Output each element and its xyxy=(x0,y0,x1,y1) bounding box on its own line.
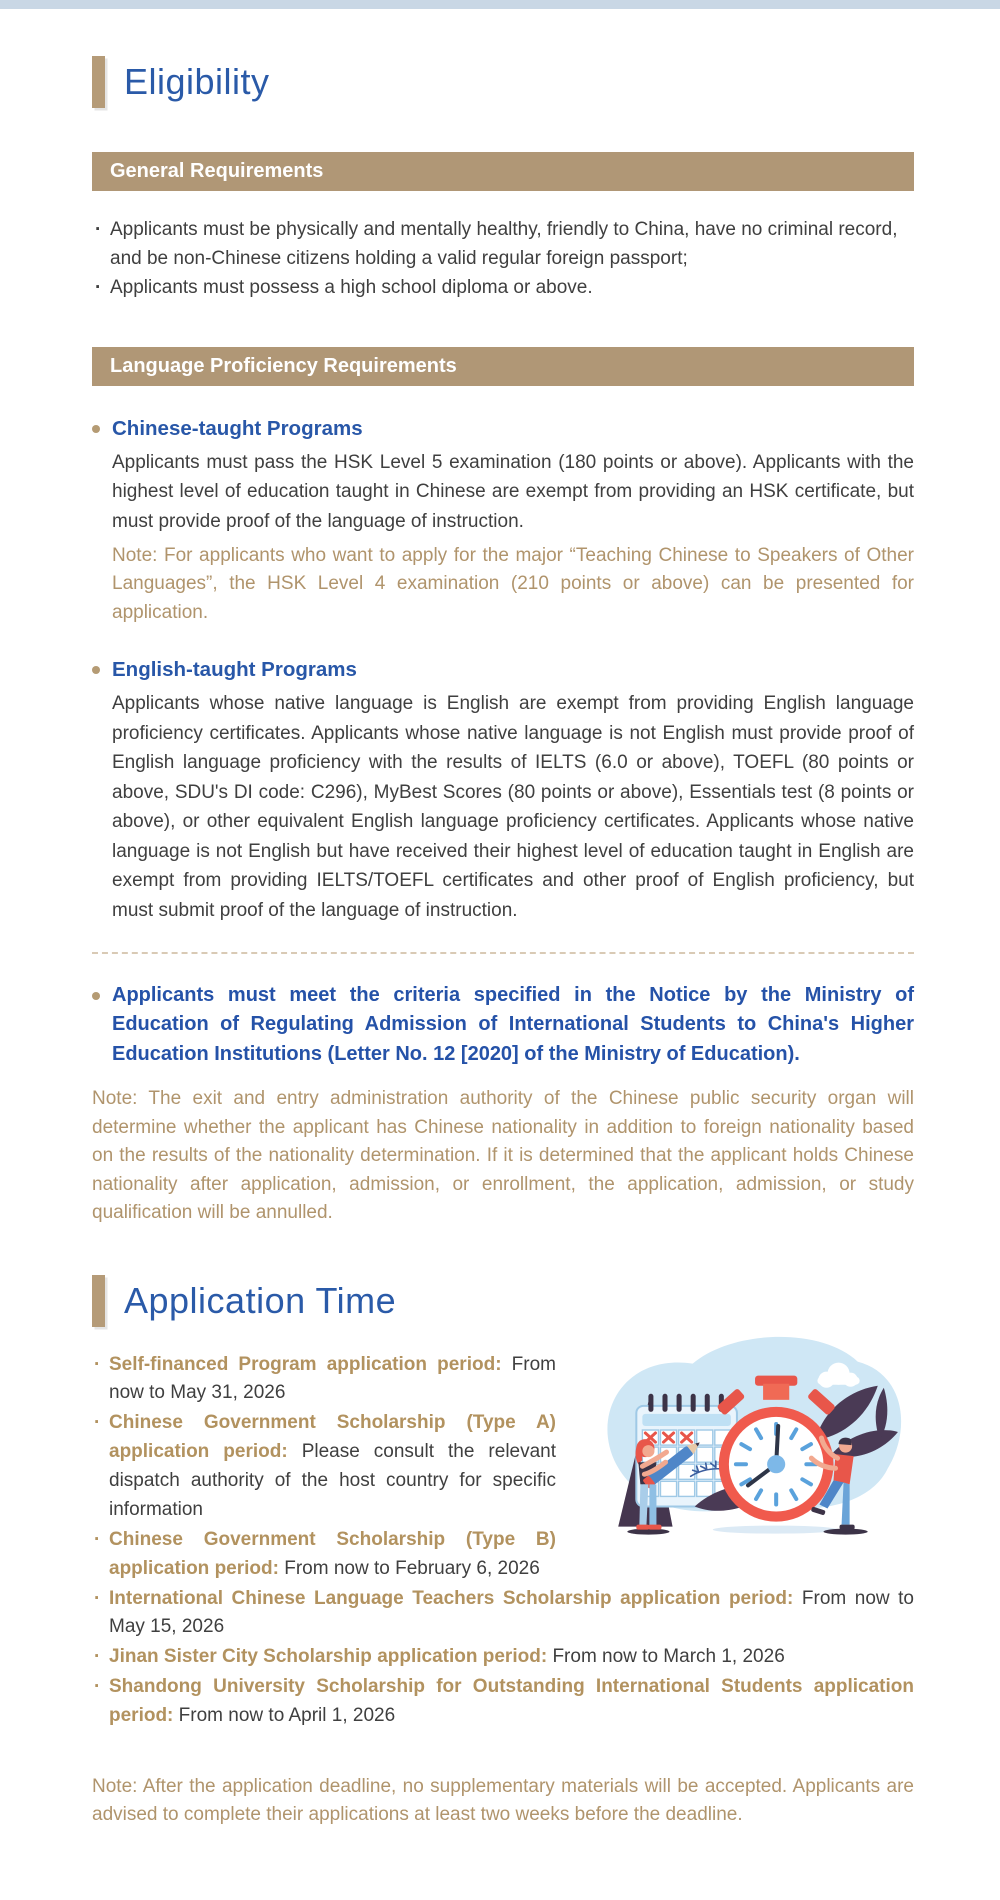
subsection-title: Chinese-taught Programs xyxy=(112,416,363,440)
list-item xyxy=(92,1673,914,1731)
application-period-list xyxy=(92,1351,914,1731)
page-title: Application Time xyxy=(124,1279,397,1321)
deadline-note: Note: After the application deadline, no supplementary materials will be accepted. Applicants are advised to complete their applications at least two weeks before the deadline. xyxy=(92,1775,914,1826)
banner-language-proficiency: Language Proficiency Requirements xyxy=(92,347,914,386)
list-item xyxy=(92,1643,914,1672)
nationality-note: Note: The exit and entry administration authority of the Chinese public security organ will determine whether the applicant has Chinese nationality in addition to foreign nationality based on the results of the nationality determination. If it is determined that the applicant holds Chinese nationality after application, admission, or enrollment, the application, admission, or study qualification will be annulled. xyxy=(92,1088,914,1224)
title-accent-bar xyxy=(92,56,105,108)
list-item xyxy=(92,1351,914,1409)
period-value: From now to May 15, 2026 xyxy=(109,1587,914,1638)
top-accent-bar xyxy=(0,0,1000,9)
page xyxy=(0,56,1000,1900)
subsection-heading xyxy=(92,417,914,441)
period-value: From now to March 1, 2026 xyxy=(552,1646,785,1668)
subsection-title: English-taught Programs xyxy=(112,658,357,682)
general-requirements-list xyxy=(92,216,914,303)
dashed-divider xyxy=(92,952,914,954)
period-value: From now to February 6, 2026 xyxy=(284,1557,540,1579)
banner-general-requirements: General Requirements xyxy=(92,152,914,191)
list-item: · Applicants must possess a high school diploma or above. xyxy=(92,274,914,303)
paragraph: Applicants must pass the HSK Level 5 examination (180 points or above). Applicants with the highest level of education taught in Chinese are exempt from providing an HSK certificate, but must provide proof of the language of instruction. xyxy=(112,451,914,532)
list-item xyxy=(92,1585,914,1643)
chinese-taught-programs-block xyxy=(92,417,914,628)
paragraph: Applicants whose native language is English are exempt from providing English language proficiency certificates. Applicants whose native language is not English must provide proof of English language proficiency with the results of IELTS (6.0 or above), TOEFL (80 points or above, SDU's DI code: C296), MyBest Scores (80 points or above), Essentials test (8 points or above), or other equivalent English language proficiency certificates. Applicants whose native language is not English but have received their highest level of education taught in English are exempt from providing IELTS/TOEFL certificates and other proof of English proficiency, but must submit proof of the language of instruction. xyxy=(112,693,914,921)
period-label: Jinan Sister City Scholarship application period: xyxy=(109,1646,548,1668)
bullet-dot-icon xyxy=(92,666,100,674)
bullet-dot-icon xyxy=(92,425,100,433)
ministry-requirement-block xyxy=(92,981,914,1069)
english-taught-programs-block xyxy=(92,658,914,925)
title-accent-bar xyxy=(92,1275,105,1327)
ministry-requirement-text: Applicants must meet the criteria specified in the Notice by the Ministry of Education of Regulating Admission of International Students to China's Higher Education Institutions (Letter No. 12 [2020] of the Ministry of Education). xyxy=(112,983,914,1065)
period-label: Shandong University Scholarship for Outstanding International Students application period: xyxy=(109,1676,914,1727)
bullet-dot-icon xyxy=(92,992,100,1000)
period-label: Self-financed Program application period: xyxy=(109,1353,502,1375)
period-value: From now to April 1, 2026 xyxy=(178,1705,396,1727)
page-title: Eligibility xyxy=(124,61,270,102)
period-value: Please consult the relevant dispatch authority of the host country for specific information xyxy=(109,1441,557,1520)
eligibility-section-title xyxy=(92,56,914,108)
period-label: International Chinese Language Teachers Scholarship application period: xyxy=(109,1587,794,1609)
subsection-heading xyxy=(92,658,914,682)
period-label: Chinese Government Scholarship (Type B) application period: xyxy=(109,1528,556,1579)
list-item xyxy=(92,1526,914,1584)
note-text: Note: For applicants who want to apply for the major “Teaching Chinese to Speakers of Other Languages”, the HSK Level 4 examination (210 points or above) can be presented for application. xyxy=(112,544,914,623)
application-time-section xyxy=(92,1351,914,1830)
period-value: From now to May 31, 2026 xyxy=(109,1353,556,1404)
period-label: Chinese Government Scholarship (Type A) application period: xyxy=(109,1412,556,1463)
list-item: · Applicants must be physically and mentally healthy, friendly to China, have no criminal record, and be non-Chinese citizens holding a valid regular foreign passport; xyxy=(92,216,914,274)
list-item xyxy=(92,1409,914,1525)
